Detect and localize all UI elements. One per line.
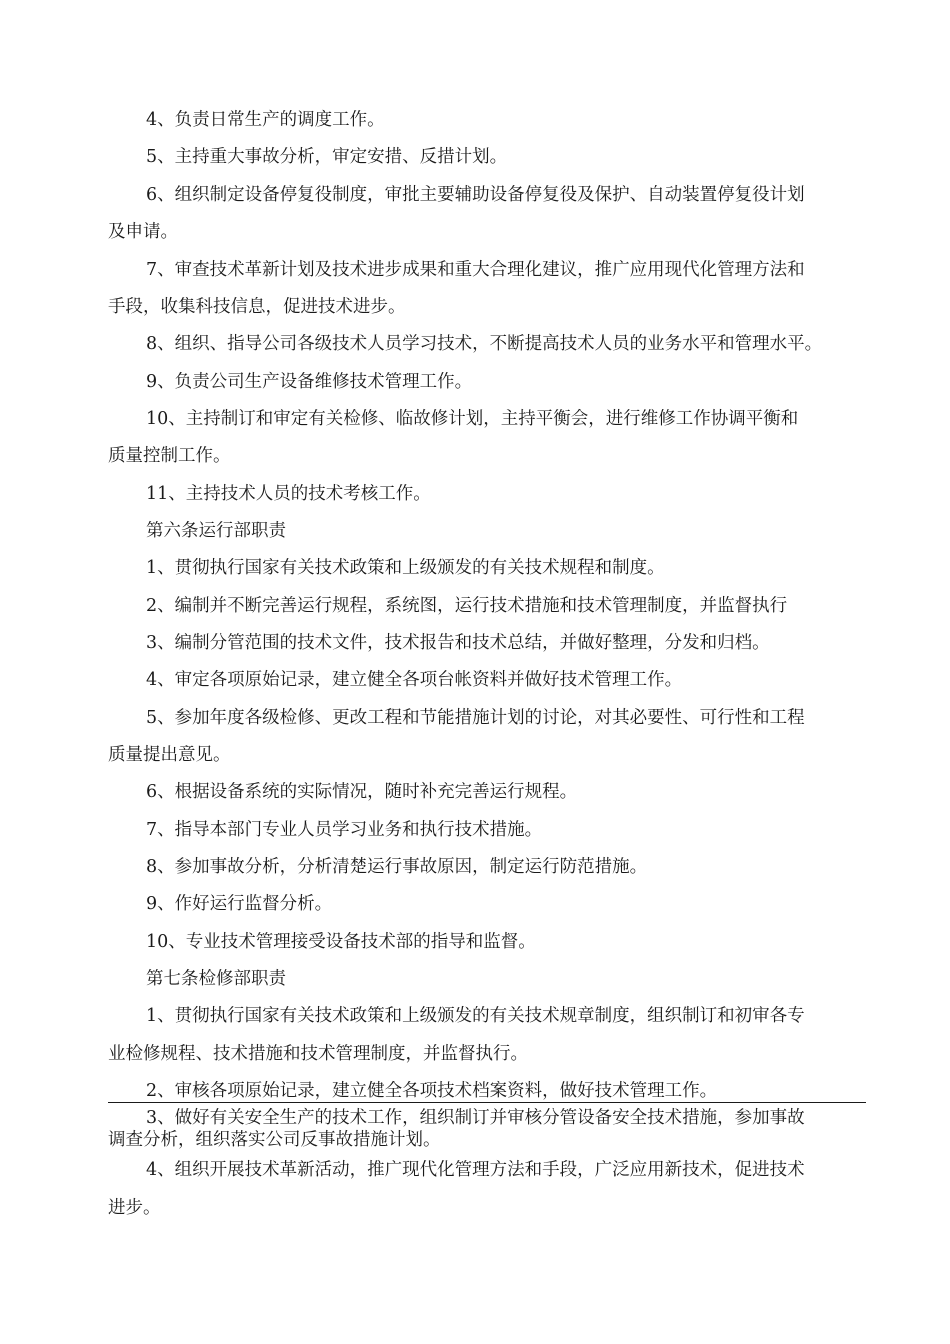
paragraph-line: 8、组织、指导公司各级技术人员学习技术，不断提高技术人员的业务水平和管理水平。 (146, 334, 823, 354)
paragraph-line: 4、负责日常生产的调度工作。 (146, 110, 385, 130)
paragraph-line: 6、组织制定设备停复役制度，审批主要辅助设备停复役及保护、自动装置停复役计划 (146, 185, 805, 205)
paragraph-line: 4、审定各项原始记录，建立健全各项台帐资料并做好技术管理工作。 (146, 670, 683, 690)
paragraph-line: 10、专业技术管理接受设备技术部的指导和监督。 (146, 932, 536, 952)
paragraph-line: 质量提出意见。 (108, 745, 231, 765)
paragraph-line: 2、编制并不断完善运行规程，系统图，运行技术措施和技术管理制度，并监督执行 (146, 596, 788, 616)
paragraph-line: 1、贯彻执行国家有关技术政策和上级颁发的有关技术规程和制度。 (146, 558, 665, 578)
paragraph-line: 6、根据设备系统的实际情况，随时补充完善运行规程。 (146, 782, 578, 802)
horizontal-rule (108, 1102, 866, 1103)
paragraph-line: 业检修规程、技术措施和技术管理制度，并监督执行。 (108, 1044, 528, 1064)
paragraph-line: 手段，收集科技信息，促进技术进步。 (108, 297, 406, 317)
paragraph-line: 9、负责公司生产设备维修技术管理工作。 (146, 372, 473, 392)
paragraph-line: 5、参加年度各级检修、更改工程和节能措施计划的讨论，对其必要性、可行性和工程 (146, 708, 805, 728)
paragraph-line: 5、主持重大事故分析，审定安措、反措计划。 (146, 147, 508, 167)
paragraph-line: 及申请。 (108, 222, 178, 242)
paragraph-line: 4、组织开展技术革新活动，推广现代化管理方法和手段，广泛应用新技术，促进技术 (146, 1160, 805, 1180)
paragraph-line: 质量控制工作。 (108, 446, 231, 466)
paragraph-line: 3、做好有关安全生产的技术工作，组织制订并审核分管设备安全技术措施，参加事故 (146, 1108, 805, 1128)
paragraph-line: 7、指导本部门专业人员学习业务和执行技术措施。 (146, 820, 543, 840)
paragraph-line: 2、审核各项原始记录，建立健全各项技术档案资料，做好技术管理工作。 (146, 1081, 718, 1101)
paragraph-line: 8、参加事故分析，分析清楚运行事故原因，制定运行防范措施。 (146, 857, 648, 877)
paragraph-line: 11、主持技术人员的技术考核工作。 (146, 484, 431, 504)
section-heading: 第七条检修部职责 (146, 969, 286, 989)
paragraph-line: 调查分析，组织落实公司反事故措施计划。 (108, 1130, 441, 1150)
section-heading: 第六条运行部职责 (146, 521, 286, 541)
paragraph-line: 7、审查技术革新计划及技术进步成果和重大合理化建议，推广应用现代化管理方法和 (146, 260, 805, 280)
paragraph-line: 3、编制分管范围的技术文件，技术报告和技术总结，并做好整理，分发和归档。 (146, 633, 770, 653)
paragraph-line: 9、作好运行监督分析。 (146, 894, 333, 914)
paragraph-line: 1、贯彻执行国家有关技术政策和上级颁发的有关技术规章制度，组织制订和初审各专 (146, 1006, 805, 1026)
paragraph-line: 进步。 (108, 1198, 161, 1218)
paragraph-line: 10、主持制订和审定有关检修、临故修计划，主持平衡会，进行维修工作协调平衡和 (146, 409, 799, 429)
